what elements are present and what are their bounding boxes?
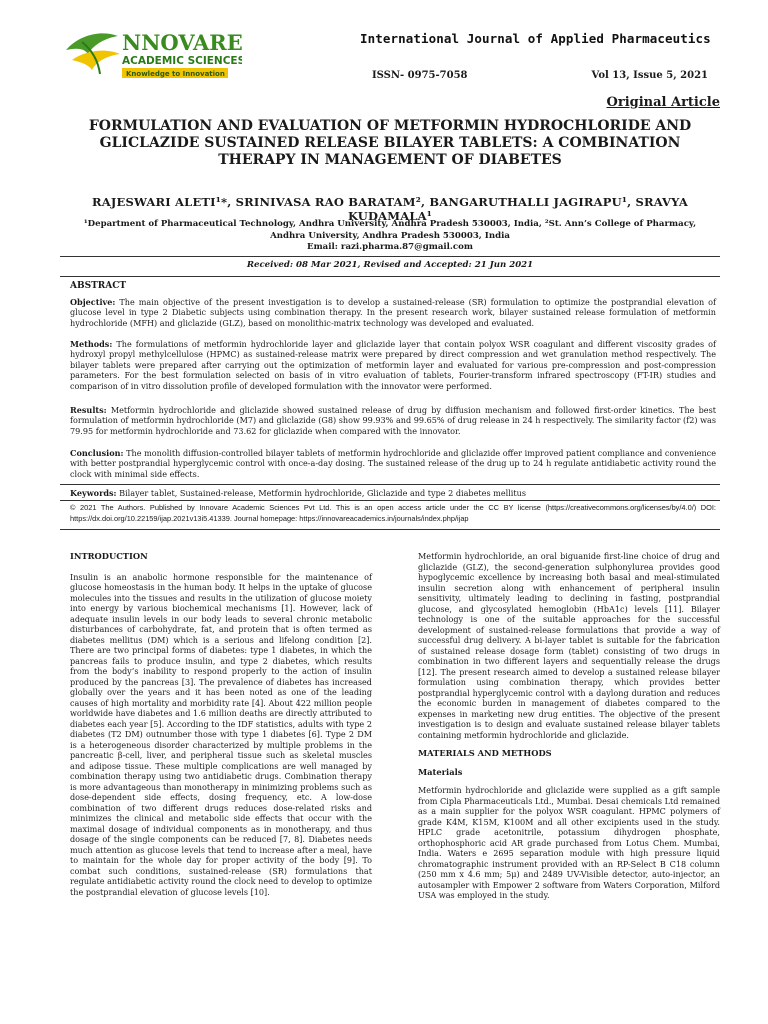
introduction-text: Insulin is an anabolic hormone responsible for the maintenance of glucose homeostasis in the human body. It helps in the uptake of glucose molecules into the tissues and results in the utilization of glucose moiety into energy by various biochemical mechanisms [1]. However, lack of adequate insulin levels in our body leads to several chronic metabolic disturbances of carbohydrate, fat, and protein that is often termed as diabetes mellitus (DM) which is a serious and lifelong condition [2]. There are two principal forms of diabetes: type 1 diabetes, in which the pancreas fails to produce insulin, and type 2 diabetes, which results from the body’s inability to respond properly to the action of insulin produced by the pancreas [3]. The prevalence of diabetes has increased globally over the years and it has been noted as one of the leading causes of high mortality and morbidity rate [4]. About 422 million people worldwide have diabetes and 1.6 million deaths are directly attributed to diabetes each year [5]. According to the IDF statistics, adults with type 2 diabetes (T2 DM) outnumber those with type 1 diabetes [6]. Type 2 DM is a heterogeneous disorder characterized by multiple problems in the pancreatic β-cell, liver, and peripheral tissue such as skeletal muscles and adipose tissue. These multiple complications are well managed by combination therapy using two antidiabetic drugs. Combination therapy is more advantageous than monotherapy in minimizing problems such as dose-dependent side effects, dosing frequency, etc. A low-dose combination of two different drugs reduces dose-related risks and minimizes the clinical and metabolic side effects that occur with the maximal dosage of individual components as in monotherapy, and thus dosage of the single components can be reduced [7, 8]. Diabetes needs much attention as glucose levels that tend to increase after a meal, have to maintain for the whole day for proper activity of the body [9]. To combat such conditions, sustained-release (SR) formulations that regulate antidiabetic activity round the clock need to develop to optimize the postprandial elevation of glucose levels [10].: [70, 571, 372, 897]
divider: [60, 256, 720, 257]
results-text: Metformin hydrochloride and gliclazide showed sustained release of drug by diffusion mechanism and followed first-order kinetics. The best formulation of metformin hydrochloride (M7) and gliclazide (G8) show 99.93% and 99.65% of drug release in 24 h respectively. The similarity factor (f2) was 79.95 for metformin hydrochloride and 73.62 for gliclazide when compared with the innovator.: [70, 405, 716, 436]
journal-name: International Journal of Applied Pharmaceutics: [360, 31, 711, 46]
left-column: [70, 551, 372, 897]
logo-subtitle: ACADEMIC SCIENCES: [122, 55, 242, 67]
methods-label: Methods:: [70, 339, 113, 349]
affiliation-block: [70, 219, 710, 254]
corresponding-email: Email: razi.pharma.87@gmail.com: [307, 242, 473, 252]
volume-issue: Vol 13, Issue 5, 2021: [591, 70, 708, 81]
logo-title: NNOVARE: [122, 30, 242, 55]
article-title: FORMULATION AND EVALUATION OF METFORMIN HYDROCHLORIDE AND GLICLAZIDE SUSTAINED RELEASE BILAYER TABLETS: A COMBINATION THERAPY IN MANAGEMENT OF DIABETES: [88, 118, 692, 168]
keywords-label: Keywords:: [70, 488, 117, 498]
divider: [60, 500, 720, 501]
methods-heading: MATERIALS AND METHODS: [418, 748, 552, 758]
keywords-text: Bilayer tablet, Sustained-release, Metformin hydrochloride, Gliclazide and type 2 diabetes mellitus: [116, 488, 527, 498]
methods-text: The formulations of metformin hydrochloride layer and gliclazide layer that contain polyox WSR coagulant and different viscosity grades of hydroxyl propyl methylcellulose (HPMC) as sustained-release matrix were prepared by direct compression and wet granulation method respectively. The bilayer tablets were prepared after carrying out the optimization of metformin layer and evaluated for various pre-compression and post-compression parameters. For the best formulation selected on basis of in vitro evaluation of tablets, Fourier-transform infrared spectroscopy (FT-IR) studies and comparison of in vitro dissolution profile of developed formulation with the innovator were performed.: [70, 339, 716, 391]
materials-heading: Materials: [418, 766, 463, 777]
objective-text: The main objective of the present investigation is to develop a sustained-release (SR) formulation to optimize the postprandial elevation of glucose level in type 2 Diabetic subjects using combination therapy. In the present research work, bilayer sustained release formulation of metformin hydrochloride (MFH) and gliclazide (GLZ), based on monolithic-matrix technology was developed and evaluated.: [70, 297, 716, 328]
abstract-conclusion: [70, 448, 716, 479]
divider: [60, 276, 720, 277]
conclusion-text: The monolith diffusion-controlled bilayer tablets of metformin hydrochloride and gliclazide offer improved patient compliance and convenience with better postprandial hyperglycemic control with once-a-day dosing. The sustained release of the drug up to 24 h regulate antidiabetic activity round the clock with minimal side effects.: [70, 448, 716, 479]
abstract-keywords: [70, 488, 716, 498]
results-label: Results:: [70, 405, 107, 415]
introduction-heading: INTRODUCTION: [70, 551, 148, 561]
objective-label: Objective:: [70, 297, 116, 307]
affiliation: ¹Department of Pharmaceutical Technology, Andhra University, Andhra Pradesh 530003, India, ²St. Ann’s College of Pharmacy, Andhra University, Andhra Pradesh 530003, India: [83, 219, 697, 241]
right-column: [418, 551, 720, 901]
license-doi: © 2021 The Authors. Published by Innovare Academic Sciences Pvt Ltd. This is an open access article under the CC BY license (https://creativecommons.org/licenses/by/4.0/) DOI: https://dx.doi.org/10.22159/ijap.2021v13i5.41339. Journal homepage: https://innovareacademics.in/journals/index.php/ijap: [70, 503, 716, 523]
abstract-objective: [70, 297, 716, 328]
author-list: RAJESWARI ALETI¹*, SRINIVASA RAO BARATAM², BANGARUTHALLI JAGIRAPU¹, SRAVYA KUDAMALA¹: [92, 195, 688, 223]
materials-text: Metformin hydrochloride and gliclazide were supplied as a gift sample from Cipla Pharmaceuticals Ltd., Mumbai. Desai chemicals Ltd remained as a main supplier for the polyox WSR coagulant. HPMC polymers of grade K4M, K15M, K100M and all other excipients used in the study. HPLC grade acetonitrile, potassium dihydrogen phosphate, orthophosphoric acid AR grade purchased from Lotus Chem. Mumbai, India. Waters e 2695 separation module with high pressure liquid chromatographic instrument provided with an RP-Select B C18 column (250 mm x 4.6 mm; 5μ) and 2489 UV-Visible detector, auto-injector, an autosampler with Empower 2 software from Waters Corporation, Milford USA was employed in the study.: [418, 785, 720, 900]
issn: ISSN- 0975-7058: [372, 70, 468, 81]
abstract-heading: ABSTRACT: [70, 281, 127, 291]
publisher-logo: [62, 20, 242, 86]
logo-tagline: Knowledge to Innovation: [126, 70, 225, 78]
abstract-methods: [70, 339, 716, 391]
received-dates: Received: 08 Mar 2021, Revised and Accepted: 21 Jun 2021: [246, 260, 534, 270]
article-type: Original Article: [606, 95, 720, 110]
divider: [60, 529, 720, 530]
introduction-continued: Metformin hydrochloride, an oral biguanide first-line choice of drug and gliclazide (GLZ), the second-generation sulphonylurea provides good hypoglycemic excellence by increasing both basal and meal-stimulated insulin secretion along with enhancement of peripheral insulin sensitivity, ultimately leading to declining in fasting, postprandial glucose, and glycosylated hemoglobin (HbA1c) levels [11]. Bilayer technology is one of the suitable approaches for the successful development of sustained-release formulations that provide a way of successful drug delivery. A bi-layer tablet is suitable for the fabrication of sustained release dosage form (tablet) consisting of two drugs in combination in two different layers and sequentially release the drugs [12]. The present research aimed to develop a sustained release bilayer formulation using combination therapy, which provides better postprandial hyperglycemic control with a daylong duration and reduces the economic burden in management of diabetes compared to the expenses in marketing new drug entities. The objective of the present investigation is to design and evaluate sustained release bilayer tablets containing metformin hydrochloride and gliclazide.: [418, 551, 720, 740]
abstract-results: [70, 405, 716, 436]
innovare-logo-icon: [62, 20, 242, 86]
divider: [60, 484, 720, 485]
conclusion-label: Conclusion:: [70, 448, 124, 458]
